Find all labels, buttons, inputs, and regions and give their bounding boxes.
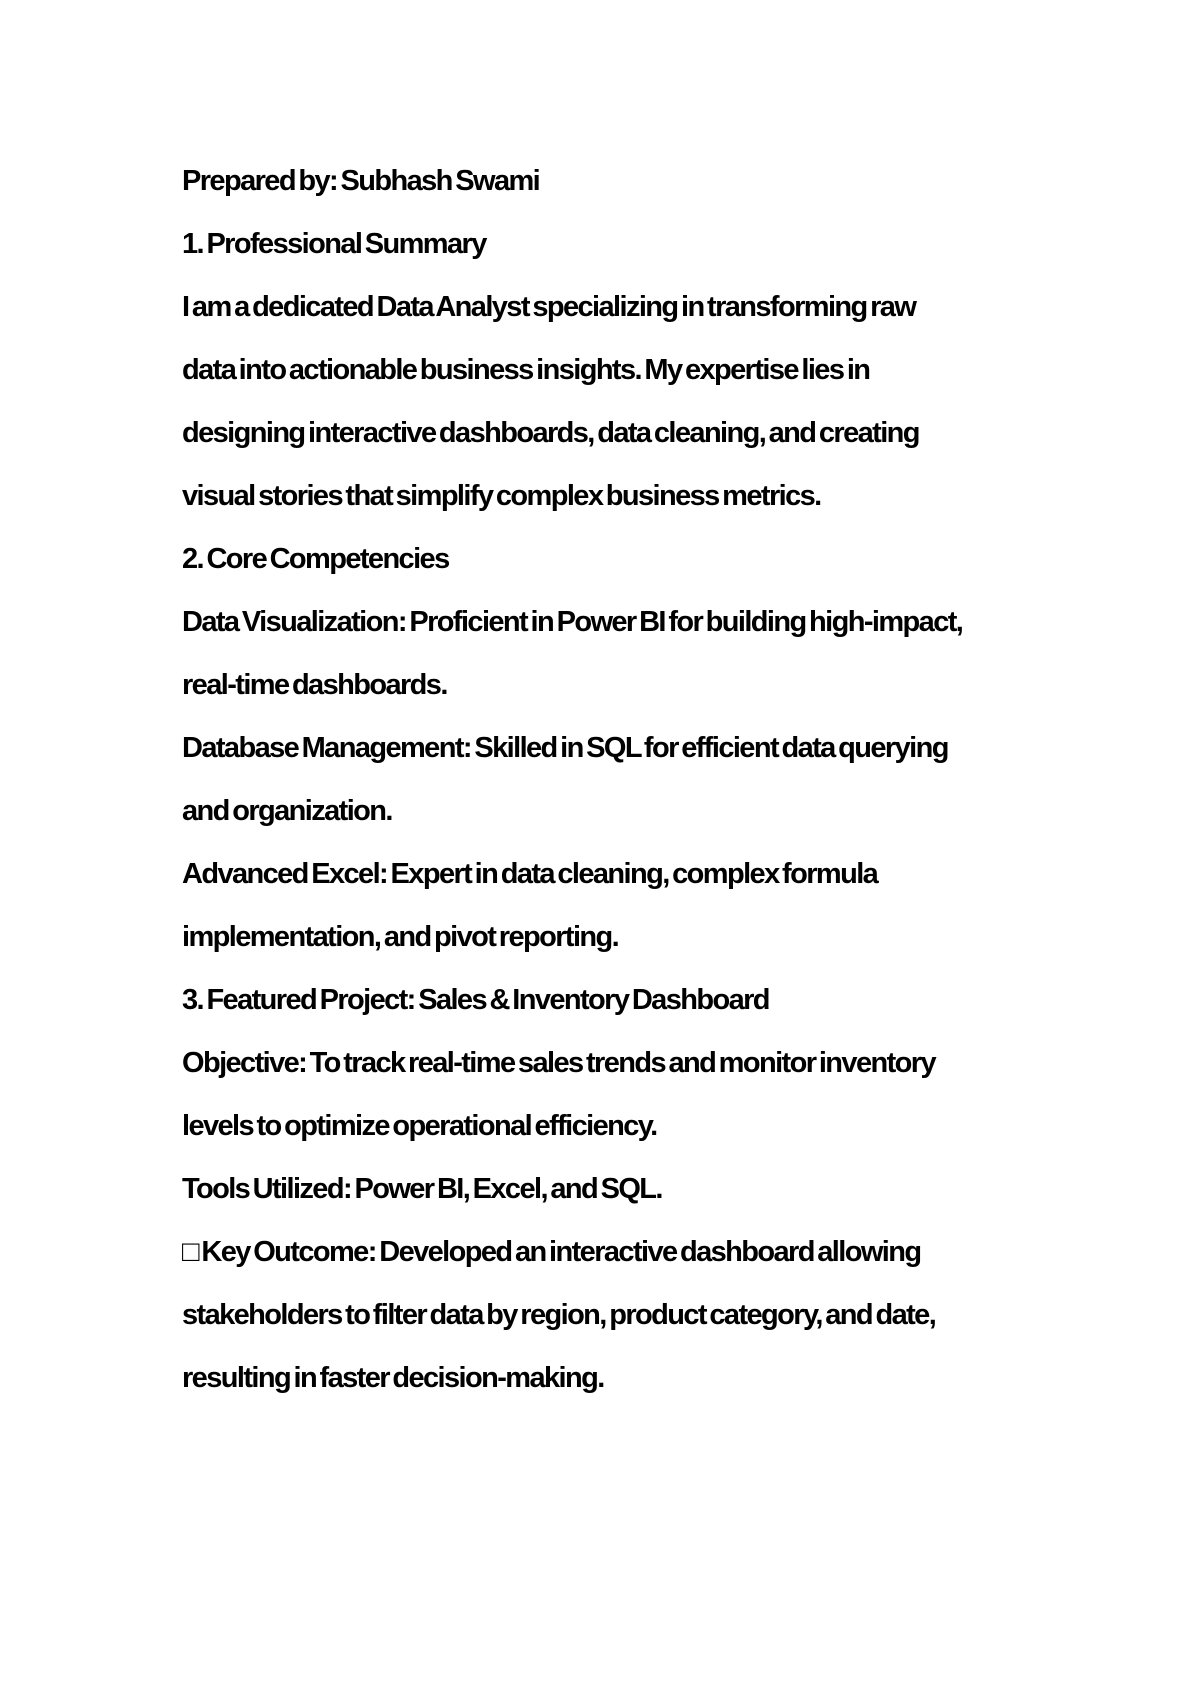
document-body [182, 150, 1042, 1410]
project-line: resulting in faster decision-making. [182, 1362, 604, 1394]
prepared-by: Prepared by: Subhash Swami [182, 165, 540, 197]
summary-line: designing interactive dashboards, data cleaning, and creating [182, 417, 919, 449]
section-heading-professional-summary: 1. Professional Summary [182, 228, 486, 260]
competency-line: Database Management: Skilled in SQL for efficient data querying [182, 732, 948, 764]
summary-line: data into actionable business insights. My expertise lies in [182, 354, 870, 386]
competency-line: real-time dashboards. [182, 669, 447, 701]
project-line: □ Key Outcome: Developed an interactive dashboard allowing [182, 1236, 921, 1268]
project-line: Tools Utilized: Power BI, Excel, and SQL. [182, 1173, 662, 1205]
project-line: stakeholders to filter data by region, product category, and date, [182, 1299, 936, 1331]
competency-line: Advanced Excel: Expert in data cleaning, complex formula [182, 858, 878, 890]
project-line: levels to optimize operational efficiency. [182, 1110, 657, 1142]
competency-line: implementation, and pivot reporting. [182, 921, 619, 953]
competency-line: and organization. [182, 795, 392, 827]
project-line: Objective: To track real-time sales trends and monitor inventory [182, 1047, 935, 1079]
summary-line: visual stories that simplify complex business metrics. [182, 480, 821, 512]
competency-line: Data Visualization: Proficient in Power BI for building high-impact, [182, 606, 963, 638]
section-heading-featured-project: 3. Featured Project: Sales & Inventory Dashboard [182, 984, 769, 1016]
summary-line: I am a dedicated Data Analyst specializing in transforming raw [182, 291, 916, 323]
section-heading-core-competencies: 2. Core Competencies [182, 543, 449, 575]
